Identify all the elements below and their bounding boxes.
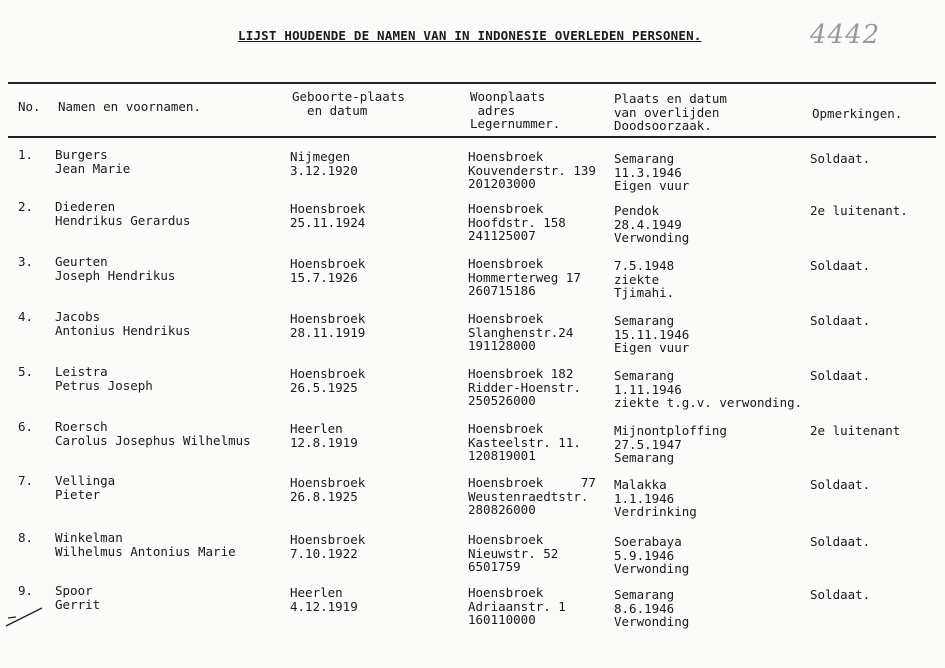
row-name: Leistra Petrus Joseph [55, 364, 153, 393]
row-number: 2. [18, 199, 34, 214]
page-title: LIJST HOUDENDE DE NAMEN VAN IN INDONESIE OVERLEDEN PERSONEN. [238, 28, 702, 43]
handwritten-check-mark [4, 600, 44, 630]
row-death: 7.5.1948 ziekte Tjimahi. [614, 258, 675, 300]
row-name: Roersch Carolus Josephus Wilhelmus [55, 419, 251, 448]
row-residence: Hoensbroek Hoofdstr. 158 241125007 [468, 201, 566, 243]
row-remarks: Soldaat. [810, 258, 871, 273]
row-number: 8. [18, 530, 34, 545]
header-birth: Geboorte-plaats en datum [292, 89, 405, 118]
header-remarks: Opmerkingen. [812, 106, 903, 121]
row-name: Jacobs Antonius Hendrikus [55, 309, 191, 338]
row-birth: Hoensbroek 26.5.1925 [290, 366, 366, 395]
header-name: Namen en voornamen. [58, 99, 201, 114]
row-death: Semarang 15.11.1946 Eigen vuur [614, 313, 690, 355]
row-residence: Hoensbroek 77 Weustenraedtstr. 280826000 [468, 475, 596, 517]
row-birth: Heerlen 12.8.1919 [290, 421, 358, 450]
header-bottom-rule [8, 136, 936, 138]
row-death: Pendok 28.4.1949 Verwonding [614, 203, 690, 245]
row-residence: Hoensbroek Nieuwstr. 52 6501759 [468, 532, 559, 574]
row-residence: Hoensbroek Hommerterweg 17 260715186 [468, 256, 581, 298]
row-number: 5. [18, 364, 34, 379]
row-death: Semarang 11.3.1946 Eigen vuur [614, 151, 690, 193]
row-remarks: 2e luitenant. [810, 203, 908, 218]
row-number: 9. [18, 583, 34, 598]
row-name: Spoor Gerrit [55, 583, 101, 612]
row-birth: Nijmegen 3.12.1920 [290, 149, 358, 178]
row-residence: Hoensbroek Kouvenderstr. 139 201203000 [468, 149, 596, 191]
row-remarks: Soldaat. [810, 313, 871, 328]
handwritten-document-number: 4442 [810, 20, 881, 50]
row-birth: Hoensbroek 15.7.1926 [290, 256, 366, 285]
row-death: Semarang 8.6.1946 Verwonding [614, 587, 690, 629]
row-residence: Hoensbroek Kasteelstr. 11. 120819001 [468, 421, 581, 463]
row-birth: Hoensbroek 26.8.1925 [290, 475, 366, 504]
row-death: Soerabaya 5.9.1946 Verwonding [614, 534, 690, 576]
row-name: Burgers Jean Marie [55, 147, 131, 176]
row-number: 4. [18, 309, 34, 324]
row-name: Diederen Hendrikus Gerardus [55, 199, 191, 228]
row-remarks: Soldaat. [810, 151, 871, 166]
row-death: Semarang 1.11.1946 ziekte t.g.v. verwonding. [614, 368, 803, 410]
row-birth: Hoensbroek 7.10.1922 [290, 532, 366, 561]
header-no: No. [18, 99, 41, 114]
row-number: 7. [18, 473, 34, 488]
row-remarks: Soldaat. [810, 587, 871, 602]
row-remarks: 2e luitenant [810, 423, 901, 438]
row-birth: Hoensbroek 28.11.1919 [290, 311, 366, 340]
header-death: Plaats en datum van overlijden Doodsoorzaak. [614, 91, 727, 133]
row-name: Vellinga Pieter [55, 473, 116, 502]
row-name: Winkelman Wilhelmus Antonius Marie [55, 530, 236, 559]
row-residence: Hoensbroek 182 Ridder-Hoenstr. 250526000 [468, 366, 581, 408]
header-top-rule [8, 82, 936, 84]
row-number: 1. [18, 147, 34, 162]
row-birth: Hoensbroek 25.11.1924 [290, 201, 366, 230]
row-birth: Heerlen 4.12.1919 [290, 585, 358, 614]
row-death: Malakka 1.1.1946 Verdrinking [614, 477, 697, 519]
row-residence: Hoensbroek Adriaanstr. 1 160110000 [468, 585, 566, 627]
row-residence: Hoensbroek Slanghenstr.24 191128000 [468, 311, 574, 353]
row-remarks: Soldaat. [810, 368, 871, 383]
row-death: Mijnontploffing 27.5.1947 Semarang [614, 423, 727, 465]
row-remarks: Soldaat. [810, 534, 871, 549]
row-name: Geurten Joseph Hendrikus [55, 254, 176, 283]
row-number: 6. [18, 419, 34, 434]
row-remarks: Soldaat. [810, 477, 871, 492]
row-number: 3. [18, 254, 34, 269]
header-residence: Woonplaats adres Legernummer. [470, 89, 561, 131]
